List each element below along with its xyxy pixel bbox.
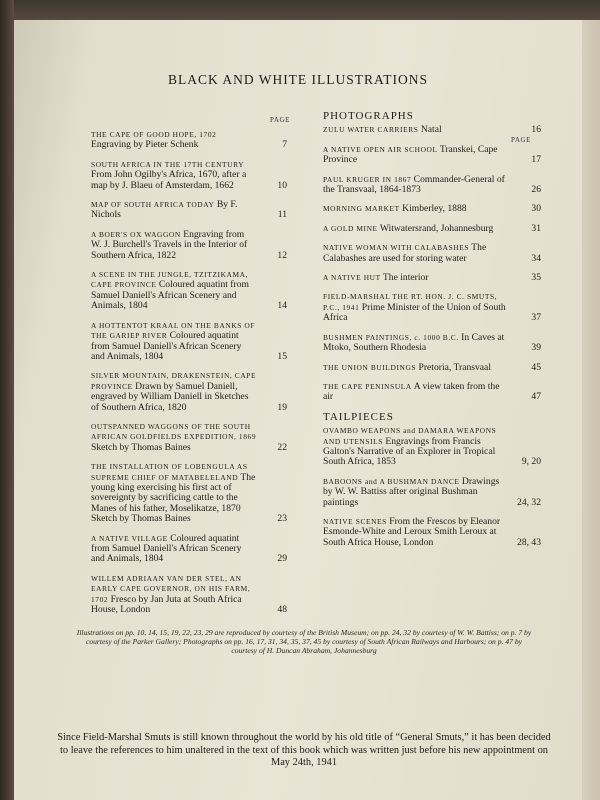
entry-caption: A GOLD MINE	[323, 223, 378, 233]
entry-caption: A NATIVE OPEN AIR SCHOOL	[323, 144, 438, 154]
entry-text	[323, 517, 511, 548]
entry-text	[323, 145, 511, 166]
page-number: 30	[531, 203, 541, 215]
entry-text	[91, 230, 257, 261]
tailpieces-list	[323, 426, 541, 548]
list-item	[91, 160, 287, 191]
entry-description: From the Frescos by Eleanor Esmonde-White and Leroux Smith Leroux at South Africa House, London	[323, 515, 501, 548]
entry-description: A view taken from the air	[323, 380, 500, 403]
entry-caption: A BOER'S OX WAGGON	[91, 229, 181, 239]
page-number: 17	[531, 154, 541, 166]
list-item	[323, 204, 541, 214]
page-number: 12	[277, 249, 287, 261]
entry-text	[323, 175, 511, 196]
entry-text	[323, 125, 511, 135]
list-item	[91, 422, 287, 453]
entry-text	[91, 534, 257, 565]
page-number: 7	[282, 139, 287, 151]
entry-description: Drawn by Samuel Daniell, engraved by William Daniell in Sketches of Southern Africa, 1820	[91, 380, 249, 413]
entry-text	[323, 292, 511, 323]
page-number: 47	[531, 391, 541, 403]
list-item	[323, 175, 541, 196]
entry-description: Engravings from Francis Galton's Narrative of an Explorer in Tropical South Africa, 1853	[323, 435, 496, 468]
entry-description: Natal	[418, 124, 442, 136]
entry-description: Prime Minister of the Union of South Africa	[323, 301, 506, 324]
entry-caption: THE INSTALLATION OF LOBENGULA AS SUPREME CHIEF OF MATABELELAND	[91, 462, 248, 482]
entry-caption: A NATIVE HUT	[323, 273, 381, 283]
page-number: 9, 20	[521, 456, 541, 468]
entry-description: The young king exercising his first act of sovereignty by sacrificing cattle to the Manes of his father, Moselikatze, 1870 Sketch by Thomas Baines	[91, 471, 256, 525]
entry-text	[91, 321, 257, 363]
entry-text	[323, 333, 511, 354]
entry-description: Commander-General of the Transvaal, 1864-1873	[323, 173, 505, 196]
entry-description: In Caves at Mtoko, Southern Rhodesia	[323, 331, 505, 354]
entry-caption: SOUTH AFRICA IN THE 17TH CENTURY	[91, 159, 245, 169]
entry-text	[323, 382, 511, 403]
page-number: 29	[277, 553, 287, 565]
photographs-list	[323, 125, 541, 402]
page-number: 19	[277, 401, 287, 413]
page-number: 31	[531, 222, 541, 234]
illustration-credits: Illustrations on pp. 10, 14, 15, 19, 22, 23, 29 are reproduced by courtesy of the British Museum; on pp. 24, 32 by courtesy of W. W. Battiss; on p. 7 by courtesy of the Parker Gallery; Photographs on pp. 16, 17, 31, 34, 35, 37, 45 by courtesy of South African Railways and Harbours; on p. 47 by courtesy of H. Duncan Abraham, Johannesburg	[76, 628, 532, 656]
page-number: 11	[277, 209, 287, 221]
book-page	[14, 20, 582, 800]
list-item	[323, 333, 541, 354]
entry-text	[91, 130, 257, 151]
entry-caption: THE CAPE OF GOOD HOPE, 1702	[91, 130, 217, 139]
list-item	[91, 371, 287, 413]
entry-text	[91, 200, 257, 221]
entry-caption: WILLEM ADRIAAN VAN DER STEL, AN EARLY CAPE GOVERNOR, ON HIS FARM, 1702	[91, 573, 251, 604]
entry-caption: MORNING MARKET	[323, 204, 400, 214]
entry-text	[91, 270, 257, 312]
right-page-column-label: PAGE	[511, 136, 532, 144]
page-title: BLACK AND WHITE ILLUSTRATIONS	[167, 72, 429, 87]
entry-text	[91, 160, 257, 191]
entry-description: Coloured aquatint from Samuel Daniell's African Scenery and Animals, 1804	[91, 330, 242, 362]
entry-text	[91, 574, 257, 616]
list-item	[323, 224, 541, 234]
photographs-and-tailpieces-list	[323, 111, 541, 557]
entry-caption: OUTSPANNED WAGGONS OF THE SOUTH AFRICAN GOLDFIELDS EXPEDITION, 1869	[91, 421, 257, 442]
entry-caption: BABOONS and A BUSHMAN DANCE	[323, 476, 460, 486]
list-item	[91, 200, 287, 221]
smuts-note: Since Field-Marshal Smuts is still known throughout the world by his old title of “General Smuts,” it has been decided to leave the references to him unaltered in the text of this book which was written just before his new appointment on May 24th, 1941	[57, 732, 551, 769]
entry-text	[323, 363, 511, 373]
page-number: 16	[531, 124, 541, 136]
entry-caption: BUSHMEN PAINTINGS, c. 1000 B.C.	[323, 332, 459, 342]
page-number: 24, 32	[517, 496, 541, 508]
list-item	[323, 426, 541, 468]
page-number: 14	[277, 300, 287, 312]
entry-caption: THE UNION BUILDINGS	[323, 362, 417, 372]
list-item	[323, 125, 541, 135]
entry-description: Transkei, Cape Province	[323, 143, 498, 166]
entry-caption: MAP OF SOUTH AFRICA TODAY	[91, 200, 215, 210]
entry-description: Witwatersrand, Johannesburg	[377, 222, 494, 234]
entry-caption: SILVER MOUNTAIN, DRAKENSTEIN, CAPE PROVINCE	[91, 371, 257, 391]
entry-description: Sketch by Thomas Baines	[91, 441, 191, 453]
entry-text	[323, 426, 511, 468]
entry-text	[91, 371, 257, 413]
entry-text	[323, 204, 511, 214]
page-number: 22	[277, 441, 287, 453]
list-item	[91, 462, 287, 524]
list-item	[91, 574, 287, 616]
page-number: 26	[531, 184, 541, 196]
page-number: 28, 43	[517, 536, 541, 548]
list-item	[91, 270, 287, 312]
list-item	[323, 145, 541, 166]
list-item	[91, 230, 287, 261]
photographs-heading: PHOTOGRAPHS	[323, 110, 414, 122]
page-number: 23	[277, 513, 287, 525]
page-number: 39	[531, 342, 541, 354]
entry-description: Engraving by Pieter Schenk	[91, 139, 199, 151]
entry-description: The Calabashes are used for storing water	[323, 242, 487, 264]
entry-caption: FIELD-MARSHAL THE RT. HON. J. C. SMUTS, P.C., 1941	[323, 292, 498, 312]
entry-text	[91, 462, 257, 524]
entry-text	[323, 224, 511, 234]
entry-description: Pretoria, Transvaal	[416, 361, 491, 373]
list-item	[323, 382, 541, 403]
book-binding-left	[0, 0, 14, 800]
page-number: 34	[531, 252, 541, 264]
list-item	[323, 477, 541, 508]
page-number: 48	[277, 604, 287, 616]
entry-description: Fresco by Jan Juta at South Africa House, London	[91, 593, 242, 616]
entry-description: Coloured aquatint from Samuel Daniell's African Scenery and Animals, 1804	[91, 279, 249, 312]
entry-caption: A SCENE IN THE JUNGLE, TZITZIKAMA, CAPE PROVINCE	[91, 270, 249, 290]
entry-text	[91, 422, 257, 453]
list-item	[323, 243, 541, 264]
illustrations-list	[91, 130, 287, 624]
entry-caption: THE CAPE PENINSULA	[323, 381, 412, 391]
list-item	[91, 534, 287, 565]
entry-description: By F. Nichols	[91, 199, 238, 221]
entry-text	[323, 273, 511, 283]
list-item	[323, 363, 541, 373]
left-page-column-label: PAGE	[270, 116, 291, 124]
tailpieces-heading: TAILPIECES	[323, 410, 394, 423]
entry-description: Drawings by W. W. Battiss after original Bushman paintings	[323, 475, 500, 508]
entry-caption: A NATIVE VILLAGE	[91, 533, 168, 543]
page-number: 37	[531, 312, 541, 324]
list-item	[323, 273, 541, 283]
list-item	[323, 517, 541, 548]
entry-text	[323, 477, 511, 508]
page-number: 35	[531, 272, 541, 284]
list-item	[323, 292, 541, 323]
page-number: 15	[277, 350, 287, 362]
entry-caption: NATIVE SCENES	[323, 516, 387, 526]
entry-caption: A HOTTENTOT KRAAL ON THE BANKS OF THE GARIEP RIVER	[91, 320, 256, 341]
list-item	[91, 321, 287, 363]
entry-description: Engraving from W. J. Burchell's Travels in the Interior of Southern Africa, 1822	[91, 228, 248, 261]
entry-caption: NATIVE WOMAN WITH CALABASHES	[323, 243, 470, 253]
entry-description: Coloured aquatint from Samuel Daniell's African Scenery and Animals, 1804	[91, 532, 242, 565]
entry-description: From John Ogilby's Africa, 1670, after a map by J. Blaeu of Amsterdam, 1662	[91, 169, 247, 191]
page-number: 45	[531, 361, 541, 373]
entry-description: Kimberley, 1888	[399, 203, 467, 215]
entry-caption: OVAMBO WEAPONS and DAMARA WEAPONS AND UTENSILS	[323, 426, 497, 446]
entry-caption: ZULU WATER CARRIERS	[323, 125, 419, 135]
entry-text	[323, 243, 511, 264]
page-number: 10	[277, 179, 287, 191]
entry-description: The interior	[380, 272, 429, 284]
list-item	[91, 130, 287, 151]
entry-caption: PAUL KRUGER IN 1867	[323, 174, 412, 184]
